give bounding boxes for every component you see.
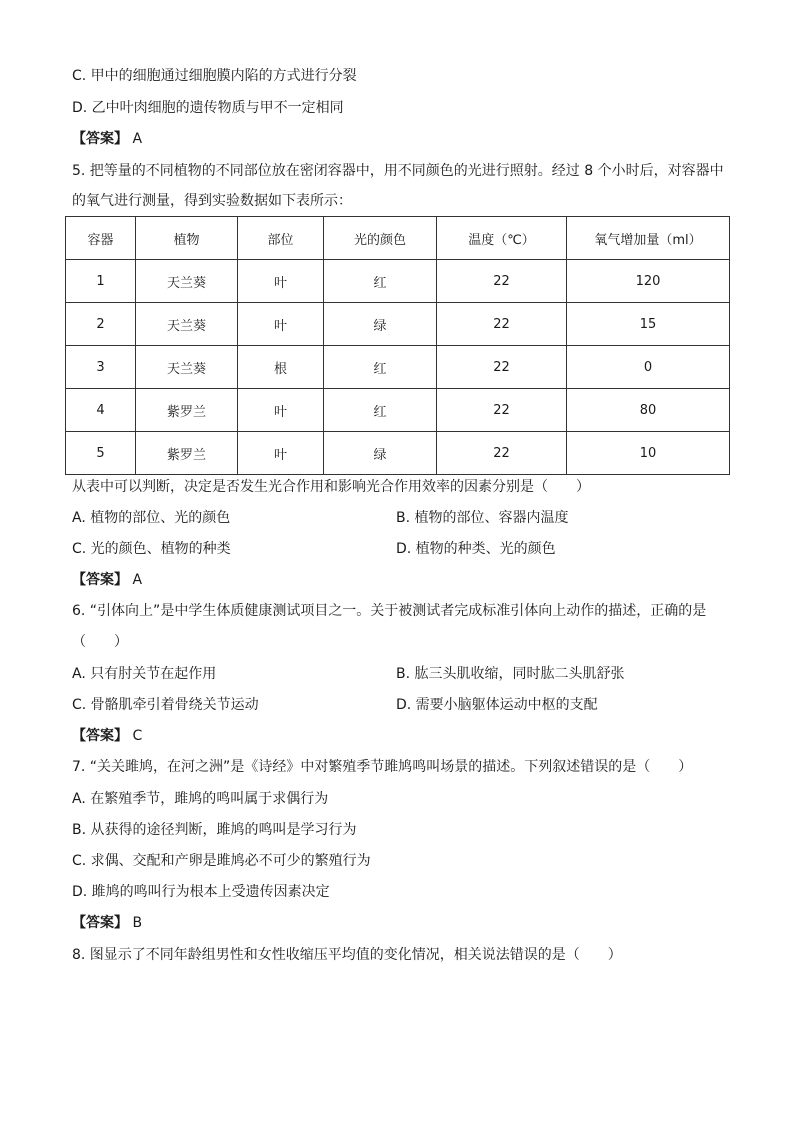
table-cell: 10 [567, 432, 730, 475]
table-cell: 22 [437, 303, 567, 346]
q5-option-a: A. 植物的部位、光的颜色 [72, 510, 231, 526]
table-header-row [66, 217, 730, 260]
table-cell: 1 [66, 260, 136, 303]
q6-answer [72, 726, 142, 746]
answer-tag: 【答案】 [72, 915, 128, 931]
answer-value: B [132, 915, 143, 931]
q6-stem-line1: 6. “引体向上”是中学生体质健康测试项目之一。关于被测试者完成标准引体向上动作的描述，正确的是 [72, 603, 707, 619]
table-cell: 22 [437, 260, 567, 303]
q5-answer [72, 570, 142, 590]
table-header-cell: 容器 [66, 217, 136, 260]
table-cell: 叶 [238, 303, 324, 346]
q7-option-b: B. 从获得的途径判断，雎鸠的鸣叫是学习行为 [72, 822, 357, 838]
table-cell: 天兰葵 [136, 260, 238, 303]
q4-option-c: C. 甲中的细胞通过细胞膜内陷的方式进行分裂 [72, 68, 357, 84]
q7-option-c: C. 求偶、交配和产卵是雎鸠必不可少的繁殖行为 [72, 853, 371, 869]
table-header-cell: 植物 [136, 217, 238, 260]
table-cell: 叶 [238, 389, 324, 432]
table-cell: 紫罗兰 [136, 389, 238, 432]
table-cell: 3 [66, 346, 136, 389]
table-cell: 红 [324, 346, 437, 389]
q5-question: 从表中可以判断，决定是否发生光合作用和影响光合作用效率的因素分别是（ ） [72, 479, 590, 495]
table-cell: 天兰葵 [136, 303, 238, 346]
table-cell: 红 [324, 389, 437, 432]
table-cell: 22 [437, 389, 567, 432]
q5-option-d: D. 植物的种类、光的颜色 [396, 541, 556, 557]
table-row [66, 260, 730, 303]
q5-stem-line2: 的氧气进行测量，得到实验数据如下表所示： [72, 193, 352, 209]
table-cell: 叶 [238, 432, 324, 475]
q6-stem-line2: （ ） [72, 634, 128, 650]
table-header-cell: 温度（℃） [437, 217, 567, 260]
table-row [66, 389, 730, 432]
table-cell: 0 [567, 346, 730, 389]
q7-answer [72, 913, 142, 933]
table-cell: 120 [567, 260, 730, 303]
table-cell: 红 [324, 260, 437, 303]
q6-option-a: A. 只有肘关节在起作用 [72, 666, 217, 682]
table-cell: 15 [567, 303, 730, 346]
answer-tag: 【答案】 [72, 131, 128, 147]
table-header-cell: 光的颜色 [324, 217, 437, 260]
table-row [66, 303, 730, 346]
table-cell: 叶 [238, 260, 324, 303]
table-cell: 80 [567, 389, 730, 432]
table-cell: 22 [437, 346, 567, 389]
q6-option-b: B. 肱三头肌收缩，同时肱二头肌舒张 [396, 666, 625, 682]
table-cell: 4 [66, 389, 136, 432]
table-cell: 天兰葵 [136, 346, 238, 389]
q5-option-b: B. 植物的部位、容器内温度 [396, 510, 569, 526]
q6-option-d: D. 需要小脑躯体运动中枢的支配 [396, 697, 598, 713]
table-cell: 22 [437, 432, 567, 475]
q4-option-d: D. 乙中叶肉细胞的遗传物质与甲不一定相同 [72, 100, 344, 116]
table-cell: 紫罗兰 [136, 432, 238, 475]
table-cell: 绿 [324, 432, 437, 475]
q7-option-a: A. 在繁殖季节，雎鸠的鸣叫属于求偶行为 [72, 791, 329, 807]
table-header-cell: 氧气增加量（ml） [567, 217, 730, 260]
q7-stem: 7. “关关雎鸠，在河之洲”是《诗经》中对繁殖季节雎鸠鸣叫场景的描述。下列叙述错误的是（ ） [72, 759, 693, 775]
table-cell: 2 [66, 303, 136, 346]
answer-value: A [132, 131, 143, 147]
answer-tag: 【答案】 [72, 572, 128, 588]
table-cell: 根 [238, 346, 324, 389]
table-row [66, 346, 730, 389]
table-cell: 5 [66, 432, 136, 475]
answer-value: A [132, 572, 143, 588]
answer-tag: 【答案】 [72, 728, 128, 744]
q5-option-c: C. 光的颜色、植物的种类 [72, 541, 231, 557]
q6-option-c: C. 骨骼肌牵引着骨绕关节运动 [72, 697, 259, 713]
table-row [66, 432, 730, 475]
q7-option-d: D. 雎鸠的鸣叫行为根本上受遗传因素决定 [72, 884, 330, 900]
q5-stem-line1: 5. 把等量的不同植物的不同部位放在密闭容器中，用不同颜色的光进行照射。经过 8 个小时后，对容器中 [72, 163, 724, 179]
experiment-table [65, 216, 730, 475]
table-cell: 绿 [324, 303, 437, 346]
answer-value: C [132, 728, 143, 744]
q4-answer [72, 129, 142, 149]
table-header-cell: 部位 [238, 217, 324, 260]
q8-stem: 8. 图显示了不同年龄组男性和女性收缩压平均值的变化情况，相关说法错误的是（ ） [72, 947, 622, 963]
